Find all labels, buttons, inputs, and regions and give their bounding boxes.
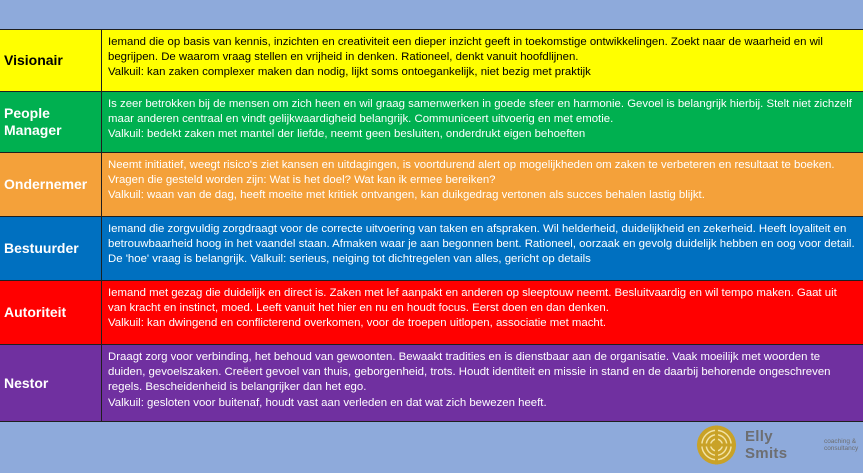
brand-name: Elly Smits [745,428,788,462]
role-pitfall: Valkuil: kan dwingend en conflicterend overkomen, voor de troepen uitlopen, associatie met macht. [108,317,607,330]
role-name: People Manager [0,92,102,152]
role-description [102,153,863,216]
brand-logo [696,423,863,467]
role-text: Iemand met gezag die duidelijk en direct is. Zaken met lef aanpakt en anderen op sleeptouw neemt. Besluitvaardig en wil tempo maken. Gaat uit van kracht en instinct, moed. Leeft vanuit het hier en nu en houdt focus. Eerst doen en dan denken. [108,287,837,315]
role-name: Visionair [0,30,102,91]
role-name: Bestuurder [0,217,102,280]
gold-spiral-icon [696,424,737,466]
role-description [102,30,863,91]
role-pitfall: Valkuil: gesloten voor buitenaf, houdt vast aan verleden en dat wat zich bewezen heeft. [108,396,547,409]
role-text: Neemt initiatief, weegt risico's ziet kansen en uitdagingen, is voortdurend alert op mogelijkheden om zaken te verbeteren en resultaat te boeken. Vragen die gesteld worden zijn: Wat is het doel? Wat kan ik ermee bereiken? [108,159,835,187]
role-pitfall: Valkuil: kan zaken complexer maken dan nodig, lijkt soms ontoegankelijk, niet bezig met praktijk [108,66,591,79]
role-text: Iemand die op basis van kennis, inzichten en creativiteit een dieper inzicht geeft in toekomstige ontwikkelingen. Zoekt naar de waarheid en wil begrijpen. De waarom vraag stellen en vrijheid in denken. Rationeel, denkt vanuit hoofdlijnen. [108,36,823,64]
role-pitfall: Valkuil: waan van de dag, heeft moeite met kritiek ontvangen, kan duikgedrag vertonen als succes behalen lastig blijkt. [108,189,705,202]
role-name: Ondernemer [0,153,102,216]
role-description [102,345,863,421]
role-row-people-manager [0,92,863,153]
role-text: Draagt zorg voor verbinding, het behoud van gewoonten. Bewaakt tradities en is dienstbaar aan de organisatie. Vaak moeilijk met woorden te duiden, gevoelszaken. Creëert gevoel van thuis, geborgenheid, trots. Houdt identiteit en missie in stand en de daarbij behorende ongeschreven regels. Bescheidenheid is belangrijker dan het ego. [108,351,831,394]
role-text: Is zeer betrokken bij de mensen om zich heen en wil graag samenwerken in goede sfeer en harmonie. Gevoel is belangrijk hierbij. Stelt niet zichzelf maar anderen centraal en vindt gelijkwaardigheid belangrijk. Communiceert uitvoerig en met emotie. [108,98,852,126]
role-pitfall: Valkuil: bedekt zaken met mantel der liefde, neemt geen besluiten, onderdrukt eigen behoeften [108,128,586,141]
role-description [102,281,863,344]
role-description [102,217,863,280]
role-row-bestuurder [0,217,863,281]
role-row-ondernemer [0,153,863,217]
role-name: Autoriteit [0,281,102,344]
role-description [102,92,863,152]
role-row-nestor [0,345,863,422]
role-name: Nestor [0,345,102,421]
role-row-visionair [0,30,863,92]
roles-table [0,29,863,422]
role-text: Iemand die zorgvuldig zorgdraagt voor de correcte uitvoering van taken en afspraken. Wil helderheid, duidelijkheid en zekerheid. Heeft loyaliteit en betrouwbaarheid hoog in het vaandel staan. Afmaken waar je aan begonnen bent. Rationeel, oorzaak en gevolg duidelijk hebben en oog voor detail. De 'hoe' vraag is belangrijk. Valkuil: serieus, neiging tot dichtregelen van alles, gericht op details [108,223,855,266]
brand-subtitle: coaching & consultancy [823,438,859,452]
role-row-autoriteit [0,281,863,345]
